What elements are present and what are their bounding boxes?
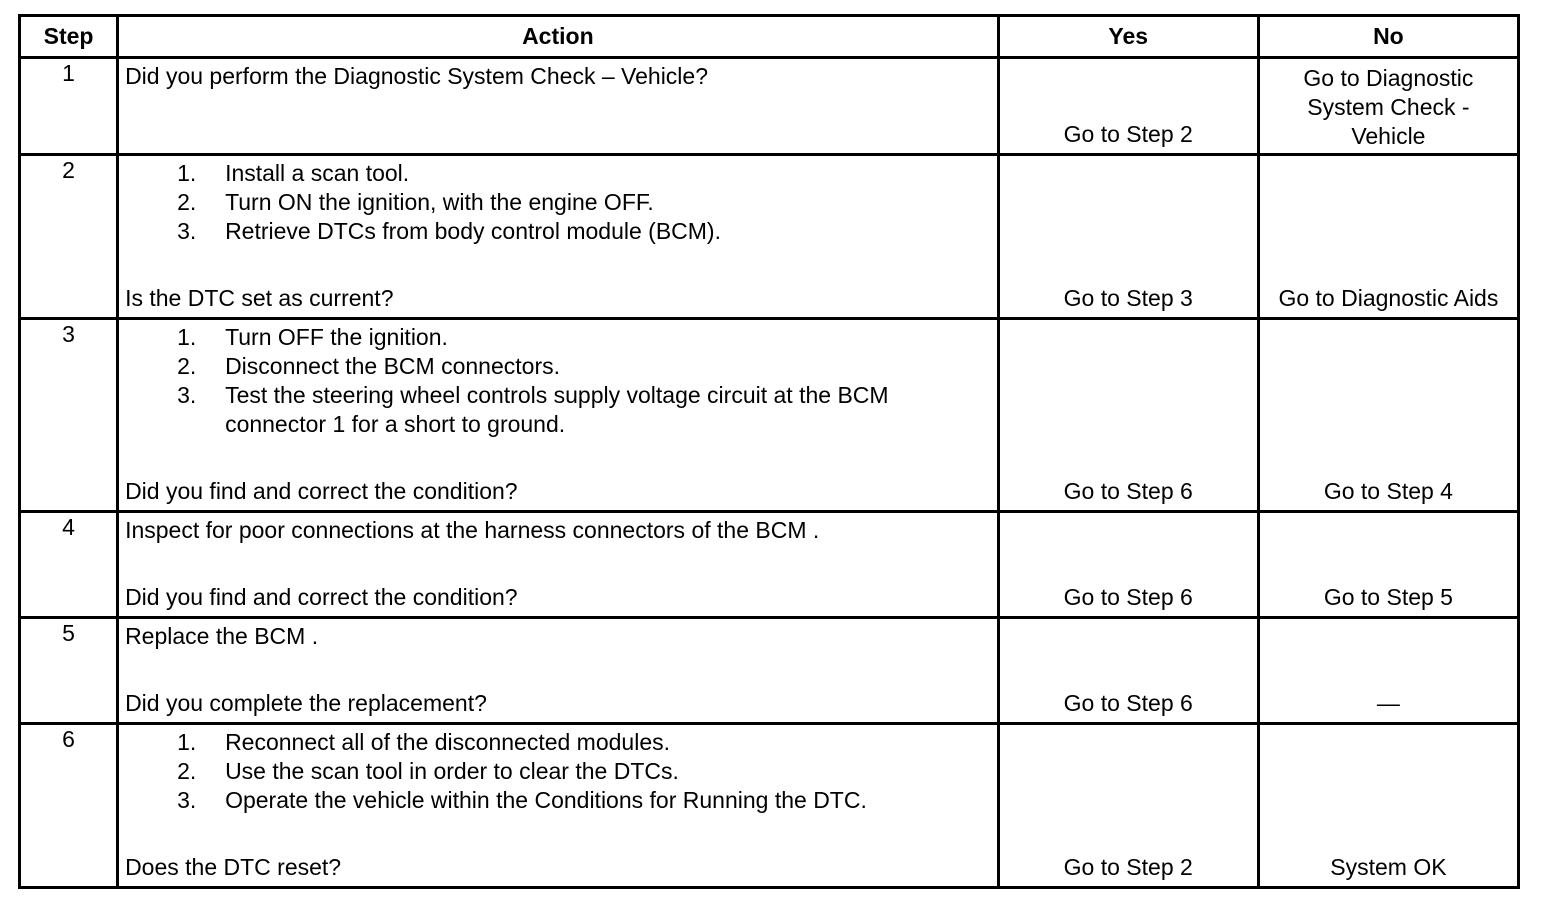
instruction-list [125,323,991,439]
step-number: 3 [20,319,118,512]
header-step: Step [20,16,118,58]
yes-link[interactable]: Go to Step 6 [1063,584,1193,610]
yes-link[interactable]: Go to Step 3 [1063,285,1193,311]
step-number: 5 [20,618,118,724]
instruction-item: 1. Reconnect all of the disconnected modules. [177,729,671,755]
action-question: Did you complete the replacement? [125,690,487,716]
yes-cell [998,618,1258,724]
action-cell [118,58,999,155]
step-number: 6 [20,724,118,888]
header-action: Action [118,16,999,58]
action-intro: Inspect for poor connections at the harness connectors of the BCM . [125,517,820,543]
instruction-item: 2. Disconnect the BCM connectors. [177,353,560,379]
yes-cell [998,58,1258,155]
no-link[interactable]: Go to Diagnostic System Check - Vehicle [1303,65,1474,149]
action-intro: Did you perform the Diagnostic System Check – Vehicle? [125,63,709,89]
yes-cell [998,319,1258,512]
table-row-step-4 [20,512,1519,618]
action-question: Is the DTC set as current? [125,285,394,311]
instruction-item: 3. Retrieve DTCs from body control module (BCM). [177,218,721,244]
instruction-item: 2. Use the scan tool in order to clear the DTCs. [177,758,679,784]
yes-link[interactable]: Go to Step 2 [1063,854,1193,880]
action-cell [118,155,999,319]
table-row-step-3 [20,319,1519,512]
action-cell [118,724,999,888]
instruction-list [125,159,991,246]
action-question: Did you find and correct the condition? [125,478,518,504]
header-row [20,16,1519,58]
yes-link[interactable]: Go to Step 2 [1063,121,1193,147]
no-cell [1258,155,1518,319]
action-cell [118,319,999,512]
action-intro: Replace the BCM . [125,623,319,649]
instruction-item: 1. Install a scan tool. [177,160,410,186]
action-cell [118,512,999,618]
action-cell [118,618,999,724]
no-cell [1258,319,1518,512]
header-no: No [1258,16,1518,58]
step-number: 1 [20,58,118,155]
no-dash: — [1376,690,1400,716]
no-link[interactable]: Go to Step 4 [1323,478,1453,504]
table-row-step-1 [20,58,1519,155]
step-number: 4 [20,512,118,618]
yes-link[interactable]: Go to Step 6 [1063,478,1193,504]
step-number: 2 [20,155,118,319]
yes-cell [998,155,1258,319]
instruction-item: 2. Turn ON the ignition, with the engine OFF. [177,189,654,215]
instruction-item: 3. Operate the vehicle within the Conditions for Running the DTC. [177,787,867,813]
header-yes: Yes [998,16,1258,58]
yes-cell [998,512,1258,618]
no-cell [1258,58,1518,155]
action-question: Does the DTC reset? [125,854,342,880]
no-link[interactable]: Go to Step 5 [1323,584,1453,610]
table-row-step-6 [20,724,1519,888]
diagnostic-table [18,14,1520,889]
yes-link[interactable]: Go to Step 6 [1063,690,1193,716]
instruction-item: 1. Turn OFF the ignition. [177,324,448,350]
yes-cell [998,724,1258,888]
no-link: System OK [1330,854,1447,880]
no-link[interactable]: Go to Diagnostic Aids [1278,285,1499,311]
instruction-item: 3. Test the steering wheel controls supply voltage circuit at the BCM connector 1 for a short to ground. [177,382,889,437]
no-cell [1258,724,1518,888]
table-row-step-5 [20,618,1519,724]
no-cell [1258,618,1518,724]
no-cell [1258,512,1518,618]
table-row-step-2 [20,155,1519,319]
instruction-list [125,728,991,815]
action-question: Did you find and correct the condition? [125,584,518,610]
